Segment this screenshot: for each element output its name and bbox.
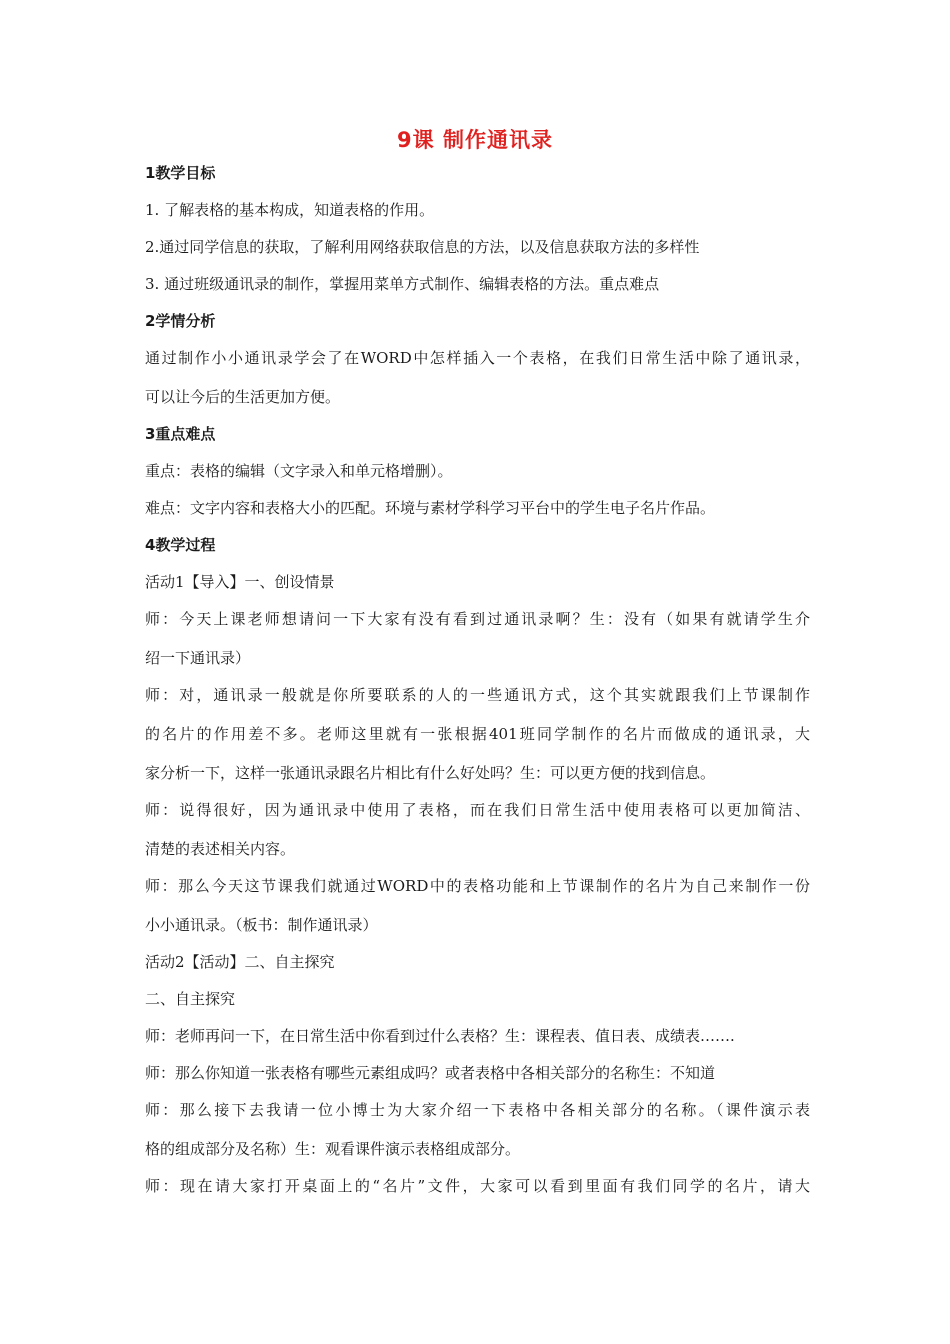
paragraph-line: 师：那么今天这节课我们就通过WORD中的表格功能和上节课制作的名片为自己来制作一份: [145, 877, 810, 895]
paragraph-line: 1. 了解表格的基本构成，知道表格的作用。: [145, 201, 435, 219]
document-title: 9课 制作通讯录: [397, 128, 553, 152]
paragraph-line: 绍一下通讯录）: [145, 649, 251, 667]
section-heading-key-points: 3重点难点: [145, 425, 216, 443]
paragraph-line: 清楚的表述相关内容。: [145, 840, 296, 858]
paragraph-line: 师：那么你知道一张表格有哪些元素组成吗？或者表格中各相关部分的名称生：不知道: [145, 1064, 716, 1082]
paragraph-line: 3. 通过班级通讯录的制作，掌握用菜单方式制作、编辑表格的方法。重点难点: [145, 275, 660, 293]
paragraph-line: 重点：表格的编辑（文字录入和单元格增删）。: [145, 462, 453, 480]
paragraph-line: 的名片的作用差不多。老师这里就有一张根据401班同学制作的名片而做成的通讯录，大: [145, 725, 810, 743]
paragraph-line: 通过制作小小通讯录学会了在WORD中怎样插入一个表格，在我们日常生活中除了通讯录，: [145, 349, 810, 367]
paragraph-line: 2.通过同学信息的获取，了解利用网络获取信息的方法，以及信息获取方法的多样性: [145, 238, 700, 256]
paragraph-line: 难点：文字内容和表格大小的匹配。环境与素材学科学习平台中的学生电子名片作品。: [145, 499, 716, 517]
paragraph-line: 活动1【导入】一、创设情景: [145, 573, 335, 591]
section-heading-student-analysis: 2学情分析: [145, 312, 216, 330]
paragraph-line: 活动2【活动】二、自主探究: [145, 953, 335, 971]
paragraph-line: 师：现在请大家打开桌面上的“名片”文件，大家可以看到里面有我们同学的名片，请大: [145, 1177, 810, 1195]
paragraph-line: 师：那么接下去我请一位小博士为大家介绍一下表格中各相关部分的名称。（课件演示表: [145, 1101, 810, 1119]
paragraph-line: 可以让今后的生活更加方便。: [145, 388, 341, 406]
paragraph-line: 师：今天上课老师想请问一下大家有没有看到过通讯录啊？生：没有（如果有就请学生介: [145, 610, 810, 628]
paragraph-line: 师：老师再问一下，在日常生活中你看到过什么表格？生：课程表、值日表、成绩表…….: [145, 1027, 735, 1045]
paragraph-line: 二、自主探究: [145, 990, 236, 1008]
paragraph-line: 师：对，通讯录一般就是你所要联系的人的一些通讯方式，这个其实就跟我们上节课制作: [145, 686, 810, 704]
paragraph-line: 家分析一下，这样一张通讯录跟名片相比有什么好处吗？生：可以更方便的找到信息。: [145, 764, 716, 782]
section-heading-teaching-goals: 1教学目标: [145, 164, 216, 182]
paragraph-line: 格的组成部分及名称）生：观看课件演示表格组成部分。: [145, 1140, 521, 1158]
document-body: [145, 163, 810, 1213]
paragraph-line: 师：说得很好，因为通讯录中使用了表格，而在我们日常生活中使用表格可以更加简洁、: [145, 801, 810, 819]
paragraph-line: 小小通讯录。（板书：制作通讯录）: [145, 916, 378, 934]
section-heading-teaching-process: 4教学过程: [145, 536, 216, 554]
